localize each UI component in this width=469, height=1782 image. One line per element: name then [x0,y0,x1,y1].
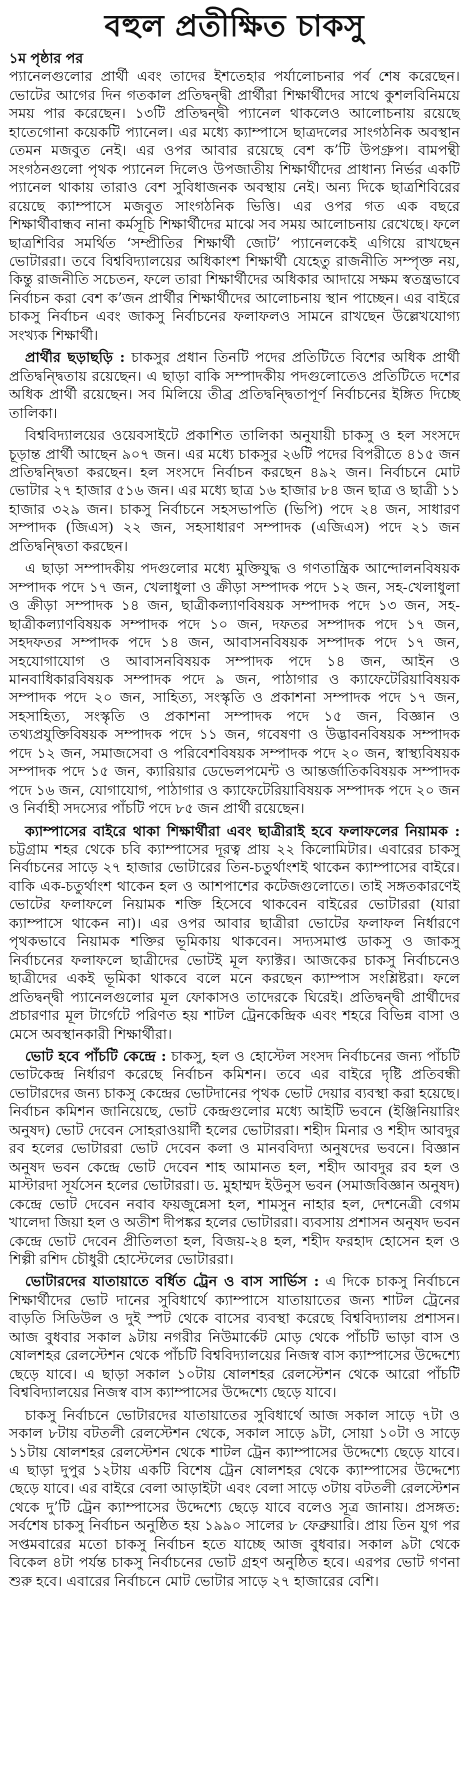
article-paragraph [9,349,460,423]
paragraph-text: বিশ্ববিদ্যালয়ের ওয়েবসাইটে প্রকাশিত তালিকা অনুযায়ী চাকসু ও হল সংসদে চূড়ান্ত প্রার্থী আছেন ৯০৭ জন। এর মধ্যে চাকসুর ২৬টি পদের বিপরীতে ৪১৫ জন প্রতিদ্বন্দ্বিতা করছেন। হল সংসদে নির্বাচন করছেন ৪৯২ জন। নির্বাচনে মোট ভোটার ২৭ হাজার ৫১৬ জন। এর মধ্যে ছাত্র ১৬ হাজার ৮৪ জন ছাত্র ও ছাত্রী ১১ হাজার ৩২৯ জন। চাকসু নির্বাচনে সহসভাপতি (ভিপি) পদে ২৪ জন, সাধারণ সম্পাদক (জিএস) ২২ জন, সহসাধারণ সম্পাদক (এজিএস) পদে ২১ জন প্রতিদ্বন্দ্বিতা করছেন। [9,428,460,555]
paragraph-text: চাকসু নির্বাচনে ভোটারদের যাতায়াতের সুবিধার্থে আজ সকাল সাড়ে ৭টা ও সকাল ৮টায় বটতলী রেলস্টেশন থেকে, সকাল সাড়ে ৯টা, সোয়া ১০টা ও সাড়ে ১১টায় ষোলশহর রেলস্টেশন থেকে শাটল ট্রেন ক্যাম্পাসের উদ্দেশ্যে ছেড়ে যাবে। এ ছাড়া দুপুর ১২টায় একটি বিশেষ ট্রেন ষোলশহর থেকে ক্যাম্পাসের উদ্দেশ্যে ছেড়ে যাবে। এর বাইরে বেলা আড়াইটা এবং বেলা সাড়ে ৩টায় বটতলী রেলস্টেশন থেকে দু’টি ট্রেন ক্যাম্পাসের উদ্দেশ্যে ছেড়ে যাবে বলেও সূত্র জানায়। প্রসঙ্গত: সর্বশেষ চাকসু নির্বাচন অনুষ্ঠিত হয় ১৯৯০ সালের ৮ ফেব্রুয়ারি। প্রায় তিন যুগ পর সপ্তমবারের মতো চাকসু নির্বাচন হতে যাচ্ছে আজ বুধবার। সকাল ৯টা থেকে বিকেল ৪টা পর্যন্ত চাকসু নির্বাচনের ভোট গ্রহণ অনুষ্ঠিত হবে। এরপর ভোট গণনা শুরু হবে। এবারের নির্বাচনে মোট ভোটার সাড়ে ২৭ হাজারের বেশি। [9,1407,460,1590]
subheading: ক্যাম্পাসের বাইরে থাকা শিক্ষার্থীরা এবং ছাত্রীরাই হবে ফলাফলের নিয়ামক : [25,823,460,840]
paragraph-text: প্যানেলগুলোর প্রার্থী এবং তাদের ইশতেহার পর্যালোচনার পর্ব শেষ করেছেন। ভোটের আগের দিন গতকাল প্রতিদ্বন্দ্বী প্রার্থীরা শিক্ষার্থীদের সাথে কুশলবিনিময়ে সময় পার করেছেন। ১৩টি প্রতিদ্বন্দ্বী প্যানেল থাকলেও আলোচনায় রয়েছে হাতেগোনা কয়েকটি প্যানেল। এর মধ্যে ক্যাম্পাসে ছাত্রদলের সাংগঠনিক অবস্থান তেমন মজবুত নেই। এর ওপর আবার রয়েছে বেশ ক’টি উপগ্রুপ। বামপন্থী সংগঠনগুলো পৃথক প্যানেল দিলেও উপজাতীয় শিক্ষার্থীদের প্রাধান্য নির্ভর একটি প্যানেল থাকায় তারাও বেশ সুবিধাজনক অবস্থায় নেই। অন্য দিকে ছাত্রশিবিরের রয়েছে ক্যাম্পাসে মজবুত সাংগঠনিক ভিত্তি। এর ওপর গত এক বছরে শিক্ষার্থীবান্ধব নানা কর্মসূচি শিক্ষার্থীদের মাঝে সব সময় আলোচনায় রেখেছে। ফলে ছাত্রশিবির সমর্থিত ‘সম্প্রীতির শিক্ষার্থী জোট’ প্যানেলকেই এগিয়ে রাখছেন ভোটাররা। তবে বিশ্ববিদ্যালয়ের অধিকাংশ শিক্ষার্থী যেহেতু রাজনীতি সম্পৃক্ত নয়, কিন্তু রাজনীতি সচেতন, ফলে তারা শিক্ষার্থীদের অধিকার আদায়ে সক্ষম স্বতন্ত্রভাবে নির্বাচন করা বেশ ক’জন প্রার্থীর শিক্ষার্থীদের আলোচনায় স্থান পাচ্ছেন। এর বাইরে চাকসু নির্বাচন এবং জাকসু নির্বাচনের ফলাফলও সামনে রাখছেন উল্লেখযোগ্য সংখ্যক শিক্ষার্থী। [9,69,460,344]
subheading: প্রার্থীর ছড়াছড়ি : [25,350,125,367]
article-paragraph [9,1048,460,1269]
paragraph-text: চট্টগ্রাম শহর থেকে চবি ক্যাম্পাসের দূরত্ব প্রায় ২২ কিলোমিটার। এবারের চাকসু নির্বাচনের সাড়ে ২৭ হাজার ভোটারের তিন-চতুর্থাংশই থাকেন ক্যাম্পাসের বাইরে। বাকি এক-চতুর্থাংশ থাকেন হল ও আশপাশের কটেজগুলোতে। তাই সঙ্গতকারণেই ভোটের ফলাফলে নিয়ামক শক্তি হিসেবে থাকবেন বাইরের ভোটাররা (যারা ক্যাম্পাসে থাকেন না)। এর ওপর আবার ছাত্রীরা ভোটের ফলাফল নির্ধারণে পৃথকভাবে নিয়ামক শক্তির ভূমিকায় থাকবেন। সদ্যসমাপ্ত ডাকসু ও জাকসু নির্বাচনের ফলাফলে ছাত্রীদের ভোটই মূল ফ্যাক্টর। আজকের চাকসু নির্বাচনেও ছাত্রীদের একই ভূমিকা থাকবে বলে মনে করছেন ক্যাম্পাস সংশ্লিষ্টরা। ফলে প্রতিদ্বন্দ্বী প্যানেলগুলোর মূল ফোকাসও তাদেরকে ঘিরেই। প্রতিদ্বন্দ্বী প্রার্থীদের প্রচারণার মূল টার্গেটে পরিণত হয় শাটল ট্রেনকেন্দ্রিক এবং শহরে বিভিন্ন বাসা ও মেসে অবস্থানকারী শিক্ষার্থীরা। [9,842,460,1043]
paragraph-text: চাকসু, হল ও হোস্টেল সংসদ নির্বাচনের জন্য পাঁচটি ভোটকেন্দ্র নির্ধারণ করেছে নির্বাচন কমিশন। তবে এর বাইরে দৃষ্টি প্রতিবন্ধী ভোটারদের জন্য চাকসু কেন্দ্রের ভোটদানের পৃথক ভোট দেয়ার ব্যবস্থা করা হয়েছে। নির্বাচন কমিশন জানিয়েছে, ভোট কেন্দ্রগুলোর মধ্যে আইটি ভবনে (ইঞ্জিনিয়ারিং অনুষদ) ভোট দেবেন সোহরাওয়ার্দী হলের ভোটাররা। শহীদ মিনার ও শহীদ আবদুর রব হলের ভোটাররা ভোট দেবেন কলা ও মানববিদ্যা অনুষদের ভবনে। বিজ্ঞান অনুষদ ভবন কেন্দ্রে ভোট দেবেন শাহ আমানত হল, শহীদ আবদুর রব হল ও মাস্টারদা সূর্যসেন হলের ভোটাররা। ড. মুহাম্মদ ইউনুস ভবন (সমাজবিজ্ঞান অনুষদ) কেন্দ্রে ভোট দেবেন নবাব ফয়জুন্নেসা হল, শামসুন নাহার হল, দেশনেত্রী বেগম খালেদা জিয়া হল ও অতীশ দীপঙ্কর হলের ভোটাররা। ব্যবসায় প্রশাসন অনুষদ ভবন কেন্দ্রে ভোট দেবেন প্রীতিলতা হল, বিজয়-২৪ হল, শহীদ ফরহাদ হোসেন হল ও শিল্পী রশিদ চৌধুরী হোস্টেলের ভোটাররা। [9,1049,460,1268]
article-paragraph [9,1273,460,1402]
article-paragraph [9,560,460,818]
article-paragraph [9,50,460,345]
subheading: ভোটারদের যাতায়াতে বর্ধিত ট্রেন ও বাস সার্ভিস : [25,1274,320,1291]
subheading: ভোট হবে পাঁচটি কেন্দ্রে : [25,1049,167,1066]
paragraph-text: চাকসুর প্রধান তিনটি পদের প্রতিটিতে বিশের অধিক প্রার্থী প্রতিদ্বন্দ্বিতায় রয়েছেন। এ ছাড়া বাকি সম্পাদকীয় পদগুলোতেও প্রতিটিতে দশের অধিক প্রার্থী রয়েছেন। সব মিলিয়ে তীব্র প্রতিদ্বন্দ্বিতাপূর্ণ নির্বাচনের ইঙ্গিত দিচ্ছে তালিকা। [9,350,460,422]
paragraph-text: এ ছাড়া সম্পাদকীয় পদগুলোর মধ্যে মুক্তিযুদ্ধ ও গণতান্ত্রিক আন্দোলনবিষয়ক সম্পাদক পদে ১৭ জন, খেলাধুলা ও ক্রীড়া সম্পাদক পদে ১২ জন, সহ-খেলাধুলা ও ক্রীড়া সম্পাদক ১৪ জন, ছাত্রীকল্যাণবিষয়ক সম্পাদক পদে ১৩ জন, সহ-ছাত্রীকল্যাণবিষয়ক সম্পাদক পদে ১০ জন, দফতর সম্পাদক পদে ১৭ জন, সহদফতর সম্পাদক পদে ১৪ জন, আবাসনবিষয়ক সম্পাদক পদে ১৭ জন, সহযোগাযোগ ও আবাসনবিষয়ক সম্পাদক পদে ১৪ জন, আইন ও মানবাধিকারবিষয়ক সম্পাদক পদে ৯ জন, পাঠাগার ও ক্যাফেটেরিয়াবিষয়ক সম্পাদক পদে ২০ জন, সাহিত্য, সংস্কৃতি ও প্রকাশনা সম্পাদক পদে ১৭ জন, সহসাহিত্য, সংস্কৃতি ও প্রকাশনা সম্পাদক পদে ১৫ জন, বিজ্ঞান ও তথ্যপ্রযুক্তিবিষয়ক সম্পাদক পদে ১১ জন, গবেষণা ও উদ্ভাবনবিষয়ক সম্পাদক পদে ১২ জন, সমাজসেবা ও পরিবেশবিষয়ক সম্পাদক পদে ২০ জন, স্বাস্থ্যবিষয়ক সম্পাদক পদে ১৫ জন, ক্যারিয়ার ডেভেলপমেন্ট ও আন্তর্জাতিকবিষয়ক সম্পাদক পদে ১৬ জন, যোগাযোগ, পাঠাগার ও ক্যাফেটেরিয়াবিষয়ক সম্পাদক পদে ২০ জন ও নির্বাহী সদস্যের পাঁচটি পদে ৮৫ জন প্রার্থী রয়েছেন। [9,561,460,818]
article-body [9,50,460,1591]
article-headline: বহুল প্রতীক্ষিত চাকসু [104,9,365,44]
paragraph-text: এ দিকে চাকসু নির্বাচনে শিক্ষার্থীদের ভোট দানের সুবিধার্থে ক্যাম্পাসে যাতায়াতের জন্য শাটল ট্রেনের বাড়তি সিডিউল ও দুই স্পট থেকে বাসের ব্যবস্থা করেছে বিশ্ববিদ্যালয় প্রশাসন। আজ বুধবার সকাল ৯টায় নগরীর নিউমার্কেট মোড় থেকে পাঁচটি ভাড়া বাস ও ষোলশহর রেলস্টেশন থেকে পাঁচটি বিশ্ববিদ্যালয়ের নিজস্ব বাস ক্যাম্পাসের উদ্দেশ্যে ছেড়ে যাবে। এ ছাড়া সকাল ১০টায় ষোলশহর রেলস্টেশন থেকে আরো পাঁচটি বিশ্ববিদ্যালয়ের নিজস্ব বাস ক্যাম্পাসের উদ্দেশ্যে ছেড়ে যাবে। [9,1274,461,1402]
article-paragraph [9,427,460,556]
continuation-label: ১ম পৃষ্ঠার পর [9,51,84,67]
article-paragraph [9,823,460,1044]
article-paragraph [9,1407,460,1592]
